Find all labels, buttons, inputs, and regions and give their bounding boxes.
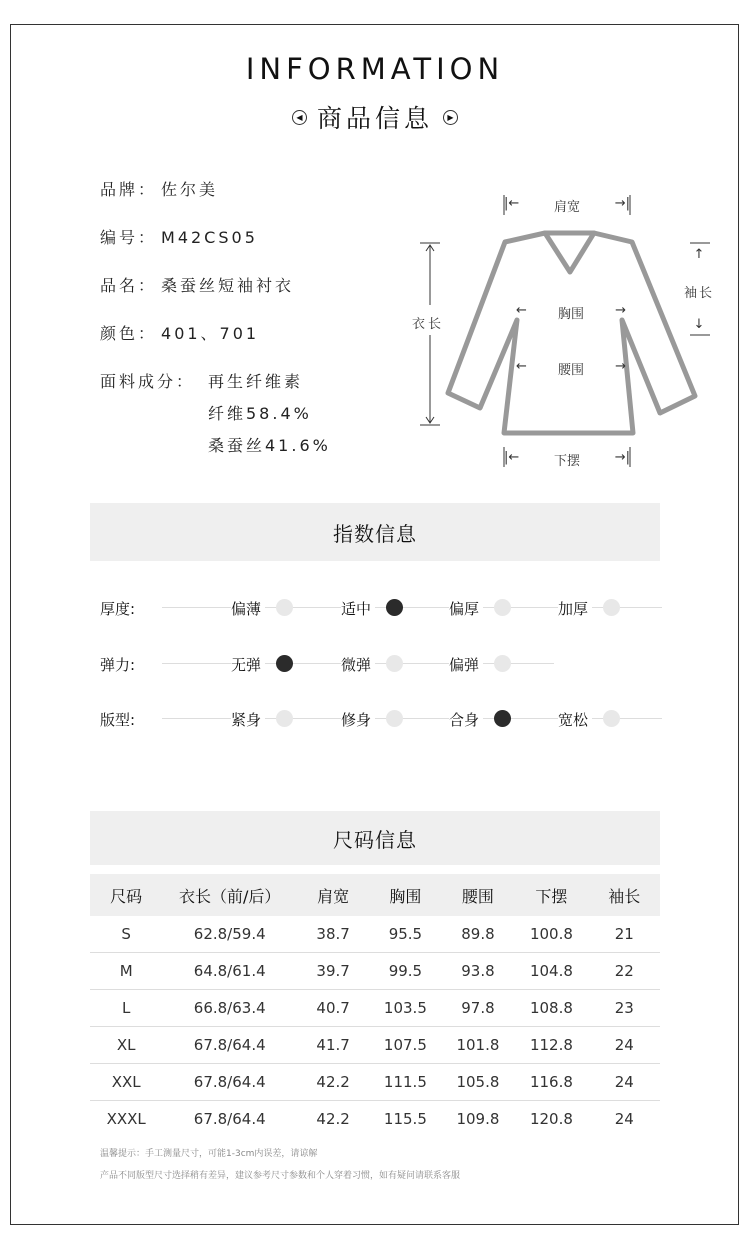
- fabric-line-2: 纤维58.4%: [208, 404, 312, 423]
- waist-dim: ← 腰围 →: [516, 359, 626, 378]
- dot-slim: [386, 710, 403, 727]
- cell: 42.2: [316, 1110, 350, 1128]
- color-value: 401、701: [161, 324, 260, 343]
- cell: 104.8: [514, 953, 588, 990]
- cell: 38.7: [297, 916, 369, 953]
- dot-medium: [386, 599, 403, 616]
- chest-label: 胸围: [557, 307, 584, 322]
- sleeve-label: 袖长: [684, 286, 715, 301]
- cell: 115.5: [383, 1110, 427, 1128]
- info-color: [100, 321, 259, 344]
- name-value: 桑蚕丝短袖衬衣: [161, 276, 295, 295]
- arrow-right-icon: ▶: [443, 110, 458, 125]
- col-waist: 腰围: [442, 874, 515, 916]
- fabric-line-1: 再生纤维素: [208, 372, 304, 391]
- cell: 111.5: [369, 1064, 442, 1101]
- color-label: 颜色：: [100, 324, 158, 343]
- title-chinese: [0, 99, 750, 135]
- waist-label: 腰围: [557, 363, 584, 378]
- col-chest: 胸围: [369, 874, 442, 916]
- cell: XL: [90, 1027, 162, 1064]
- size-table: [90, 874, 660, 1137]
- table-row: [90, 916, 660, 953]
- dot-thin: [276, 599, 293, 616]
- option-thick: 偏厚: [449, 598, 483, 619]
- name-label: 品名：: [100, 276, 158, 295]
- fabric-line-3: 桑蚕丝41.6%: [208, 436, 331, 455]
- col-shoulder: 肩宽: [297, 874, 369, 916]
- length-label: 衣长: [412, 317, 445, 332]
- option-thin: 偏薄: [231, 598, 265, 619]
- cell: 108.8: [514, 990, 588, 1027]
- table-row: [90, 1027, 660, 1064]
- info-brand: [100, 177, 218, 200]
- table-row: [90, 953, 660, 990]
- cell: 112.8: [514, 1027, 588, 1064]
- cell: 93.8: [442, 953, 515, 990]
- cell: 23: [589, 990, 660, 1027]
- code-value: M42CS05: [161, 228, 258, 247]
- cell: 105.8: [442, 1064, 515, 1101]
- dot-no-stretch: [276, 655, 293, 672]
- cell: 103.5: [369, 990, 442, 1027]
- cell: S: [90, 916, 162, 953]
- arrow-left-icon: ◀: [292, 110, 307, 125]
- thickness-label: 厚度:: [100, 600, 136, 618]
- cell: L: [90, 990, 162, 1027]
- cell: 64.8/61.4: [162, 953, 297, 990]
- cell: 67.8/64.4: [193, 1110, 266, 1128]
- dot-thick: [494, 599, 511, 616]
- cell: 97.8: [442, 990, 515, 1027]
- cell: 67.8/64.4: [162, 1064, 297, 1101]
- cell: 120.8: [529, 1110, 573, 1128]
- note-line-2: 产品不同版型尺寸选择稍有差异，建议参考尺寸参数和个人穿着习惯，如有疑问请联系客服: [100, 1171, 461, 1181]
- hem-label: 下摆: [553, 454, 580, 469]
- cell: 40.7: [297, 990, 369, 1027]
- size-table-header: [90, 874, 660, 916]
- cell: 22: [589, 953, 660, 990]
- index-section-title: 指数信息: [90, 503, 660, 561]
- cell: 109.8: [456, 1110, 500, 1128]
- cell: XXXL: [106, 1110, 146, 1128]
- title-english: INFORMATION: [245, 52, 505, 86]
- cell: 24: [589, 1064, 660, 1101]
- elasticity-label: 弹力:: [100, 656, 136, 674]
- option-no-stretch: 无弹: [231, 654, 265, 675]
- cell: 66.8/63.4: [162, 990, 297, 1027]
- cell: 39.7: [297, 953, 369, 990]
- cell: M: [90, 953, 162, 990]
- table-row: [90, 1064, 660, 1101]
- cell: 95.5: [369, 916, 442, 953]
- col-hem: 下摆: [514, 874, 588, 916]
- option-slim: 修身: [341, 709, 375, 730]
- cell: 116.8: [514, 1064, 588, 1101]
- code-label: 编号：: [100, 228, 158, 247]
- dot-stretchy: [494, 655, 511, 672]
- sleeve-arrow-up-icon: ↑: [693, 247, 705, 262]
- brand-value: 佐尔美: [161, 180, 219, 199]
- brand-label: 品牌：: [100, 180, 158, 199]
- cell: 41.7: [297, 1027, 369, 1064]
- cell: 42.2: [297, 1064, 369, 1101]
- size-section-title: 尺码信息: [90, 811, 660, 865]
- option-regular: 合身: [449, 709, 483, 730]
- cell: 101.8: [442, 1027, 515, 1064]
- cell: 99.5: [369, 953, 442, 990]
- table-row: [90, 1101, 660, 1138]
- cell: 24: [589, 1027, 660, 1064]
- dot-regular: [494, 710, 511, 727]
- cell: 21: [589, 916, 660, 953]
- option-tight: 紧身: [231, 709, 265, 730]
- col-length: 衣长（前/后）: [162, 874, 297, 916]
- sleeve-arrow-down-icon: ↓: [693, 317, 705, 332]
- cell: XXL: [90, 1064, 162, 1101]
- info-code: [100, 225, 258, 248]
- garment-diagram: [400, 185, 720, 475]
- hem-dim: |← 下摆 →|: [504, 450, 630, 469]
- option-slight-stretch: 微弹: [341, 654, 375, 675]
- dot-slight-stretch: [386, 655, 403, 672]
- shoulder-dim: |← 肩宽 →|: [504, 196, 630, 215]
- cell: 89.8: [442, 916, 515, 953]
- chest-dim: ← 胸围 →: [516, 303, 626, 322]
- cell: 24: [614, 1110, 634, 1128]
- col-size: 尺码: [90, 874, 162, 916]
- cell: 62.8/59.4: [162, 916, 297, 953]
- dot-loose: [603, 710, 620, 727]
- info-fabric-label: 面料成分：: [100, 372, 196, 391]
- option-stretchy: 偏弹: [449, 654, 483, 675]
- shoulder-label: 肩宽: [553, 200, 580, 215]
- cell: 100.8: [514, 916, 588, 953]
- info-name: [100, 273, 294, 296]
- note-line-1: 温馨提示：手工测量尺寸，可能1-3cm内误差，请谅解: [100, 1149, 318, 1159]
- dot-tight: [276, 710, 293, 727]
- fit-label: 版型:: [100, 711, 136, 729]
- table-row: [90, 990, 660, 1027]
- option-medium: 适中: [341, 598, 375, 619]
- cell: 67.8/64.4: [162, 1027, 297, 1064]
- col-sleeve: 袖长: [589, 874, 660, 916]
- shirt-outline-icon: [400, 185, 720, 475]
- option-loose: 宽松: [558, 709, 592, 730]
- title-chinese-text: 商品信息: [316, 104, 433, 133]
- dot-extra-thick: [603, 599, 620, 616]
- option-extra-thick: 加厚: [558, 598, 592, 619]
- cell: 107.5: [369, 1027, 442, 1064]
